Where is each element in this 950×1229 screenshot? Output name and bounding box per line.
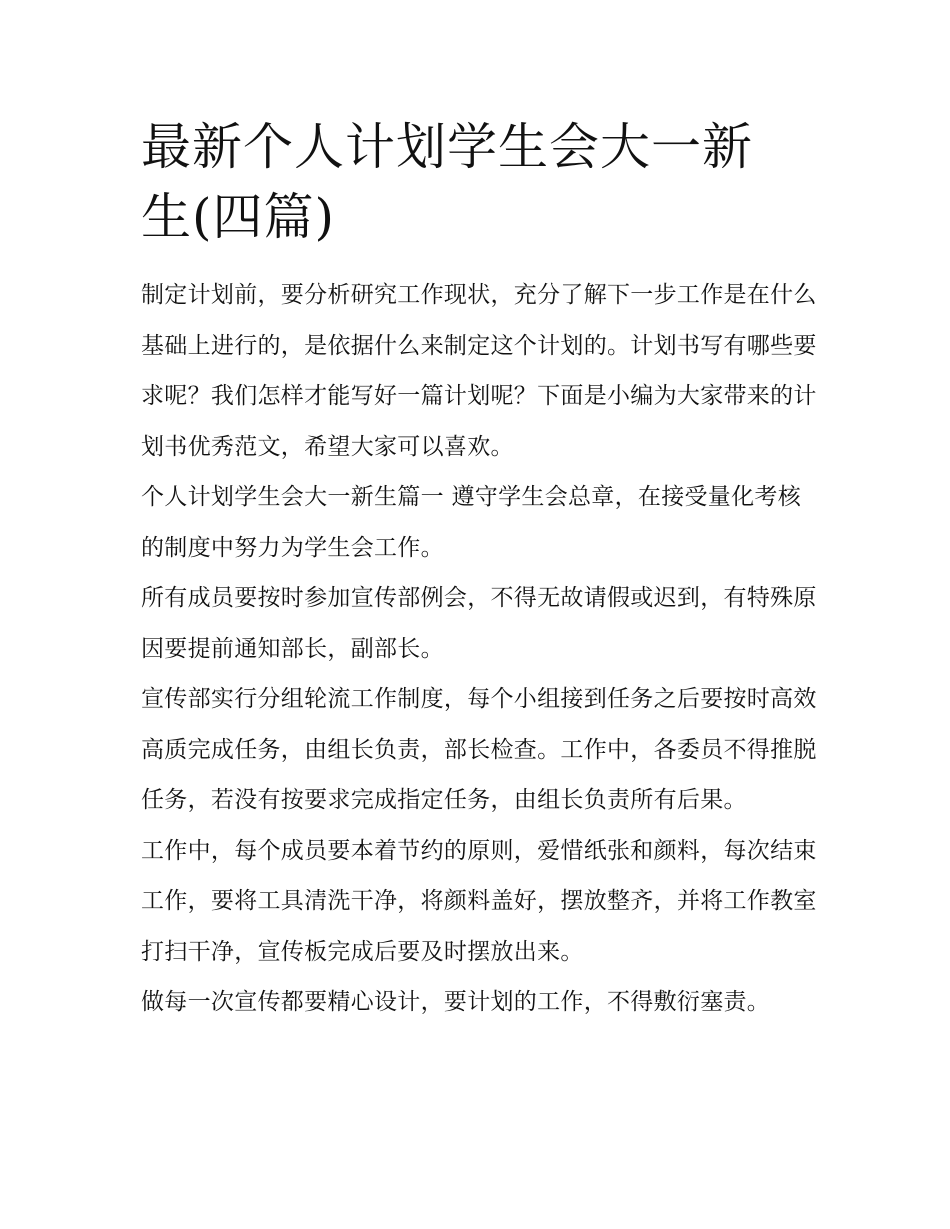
paragraph-meeting-rules: 所有成员要按时参加宣传部例会，不得无故请假或迟到，有特殊原因要提前通知部长，副部长。	[141, 585, 817, 662]
paragraph-section-one: 个人计划学生会大一新生篇一 遵守学生会总章，在接受量化考核的制度中努力为学生会工作。	[141, 484, 802, 561]
paragraph-group-rotation: 宣传部实行分组轮流工作制度，每个小组接到任务之后要按时高效高质完成任务，由组长负责，部长检查。工作中，各委员不得推脱任务，若没有按要求完成指定任务，由组长负责所有后果。	[141, 686, 817, 813]
document-body	[141, 270, 831, 1028]
document-content	[141, 112, 831, 1028]
paragraph-materials: 工作中，每个成员要本着节约的原则，爱惜纸张和颜料，每次结束工作，要将工具清洗干净，将颜料盖好，摆放整齐，并将工作教室打扫干净，宣传板完成后要及时摆放出来。	[141, 837, 817, 965]
document-title: 最新个人计划学生会大一新生(四篇)	[141, 118, 753, 246]
paragraph-intro: 制定计划前，要分析研究工作现状，充分了解下一步工作是在什么基础上进行的，是依据什么来制定这个计划的。计划书写有哪些要求呢？我们怎样才能写好一篇计划呢？下面是小编为大家带来的计划书优秀范文，希望大家可以喜欢。	[141, 282, 817, 460]
paragraph-design: 做每一次宣传都要精心设计，要计划的工作，不得敷衍塞责。	[141, 989, 771, 1015]
